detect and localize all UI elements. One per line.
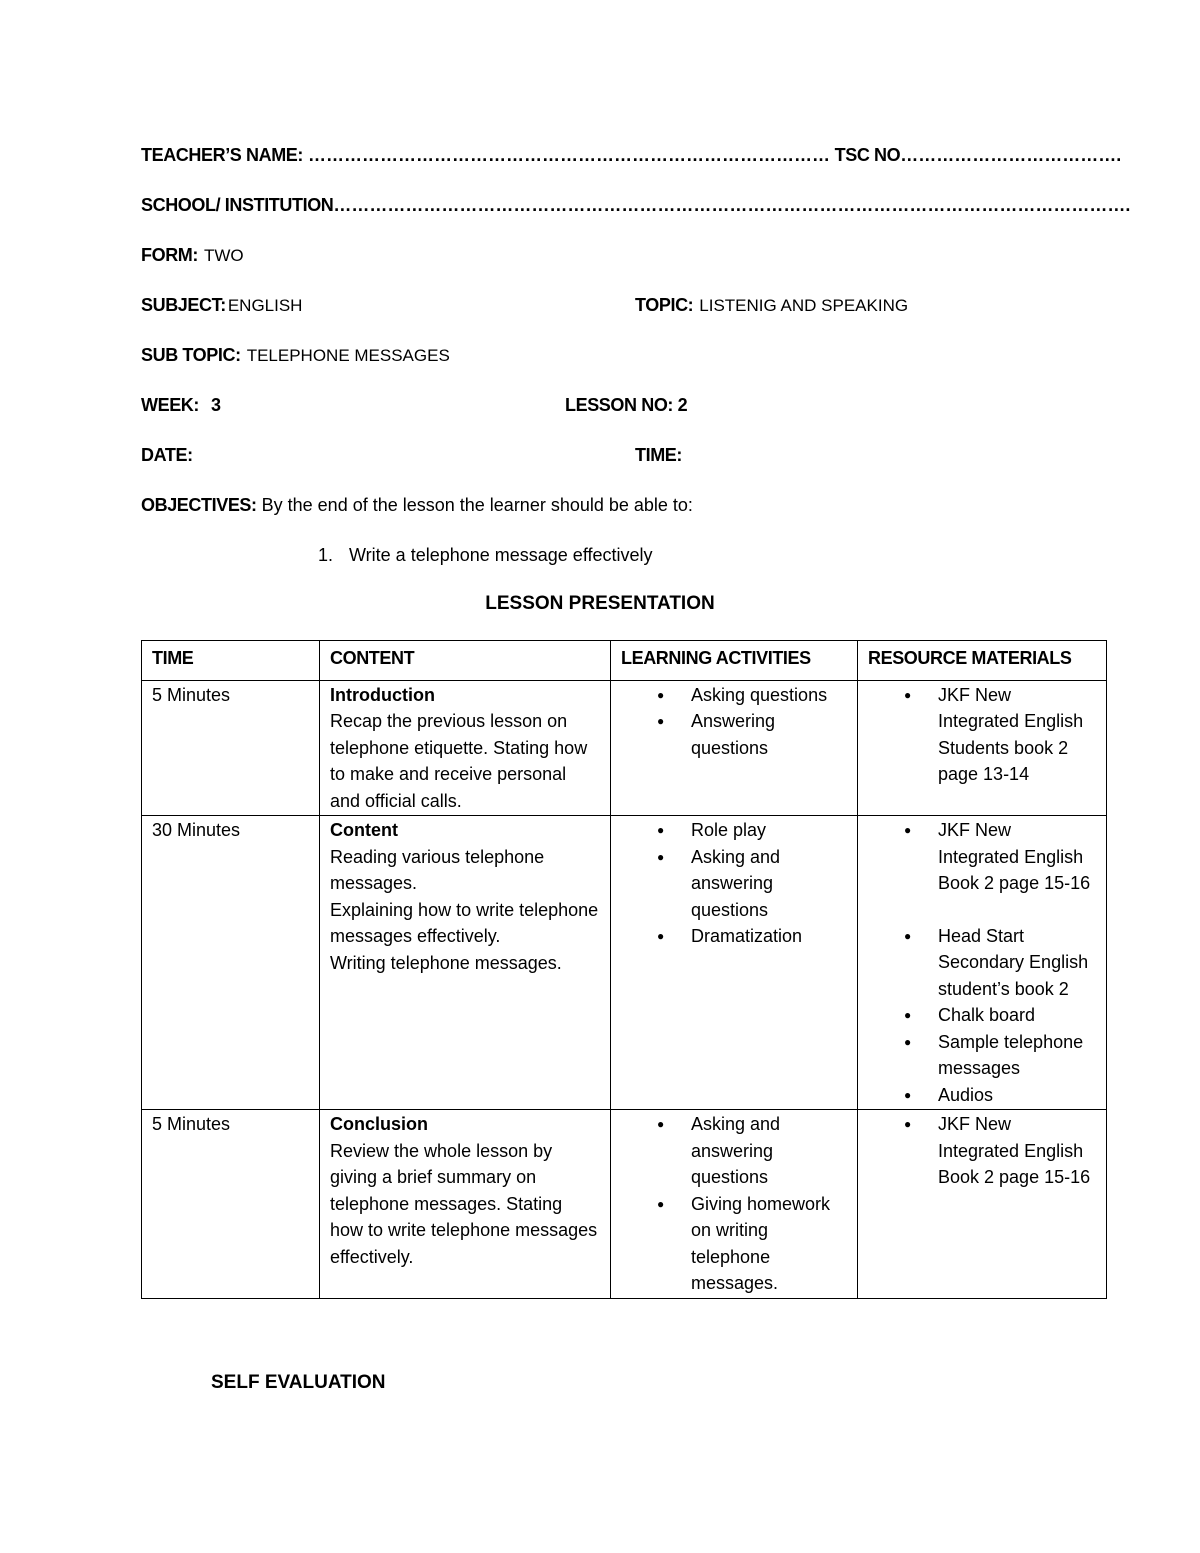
list-item: ● Audios — [868, 1082, 1096, 1109]
subject-value: ENGLISH — [227, 296, 303, 315]
table-header-row — [142, 641, 1107, 681]
subject-label: SUBJECT: — [141, 295, 226, 315]
objectives-label: OBJECTIVES: — [141, 495, 257, 515]
teacher-name-line — [141, 145, 1121, 166]
lesson-no-label: LESSON NO: 2 — [565, 395, 688, 415]
list-item: ● Sample telephone messages — [868, 1029, 1096, 1082]
objective-text: Write a telephone message effectively — [349, 545, 653, 565]
header-content: CONTENT — [320, 641, 611, 681]
content-title: Content — [330, 820, 398, 840]
subtopic-value: TELEPHONE MESSAGES — [246, 346, 450, 365]
header-resources: RESOURCE MATERIALS — [858, 641, 1107, 681]
date-line — [141, 445, 193, 466]
list-item: ● Asking and answering questions — [621, 1111, 847, 1191]
resources-cell — [858, 680, 1107, 816]
week-value: 3 — [211, 395, 221, 415]
school-line — [141, 195, 1130, 216]
lesson-table — [141, 640, 1107, 1299]
form-value: TWO — [203, 246, 244, 265]
content-line: Writing telephone messages. — [330, 952, 562, 973]
table-row — [142, 680, 1107, 816]
list-item: ● JKF New Integrated English Students book 2 page 13-14 — [868, 682, 1096, 788]
header-activities: LEARNING ACTIVITIES — [611, 641, 858, 681]
content-text: Review the whole lesson by giving a brief summary on telephone messages. Stating how to write telephone messages effectively. — [330, 1140, 598, 1267]
form-line — [141, 245, 244, 266]
activities-list — [621, 1111, 847, 1297]
objectives-text: By the end of the lesson the learner should be able to: — [261, 495, 693, 515]
list-item: ● Asking questions — [621, 682, 847, 709]
topic-line — [635, 295, 908, 316]
content-title: Conclusion — [330, 1114, 428, 1134]
time-label: TIME: — [635, 445, 682, 465]
list-item: ● Head Start Secondary English student’s book 2 — [868, 923, 1096, 1003]
subject-line — [141, 295, 302, 316]
time-cell: 5 Minutes — [142, 680, 320, 816]
activities-list — [621, 682, 847, 762]
list-item: ● JKF New Integrated English Book 2 page 15-16 — [868, 817, 1096, 897]
resources-list — [868, 682, 1096, 788]
subtopic-label: SUB TOPIC: — [141, 345, 241, 365]
list-item: ● Giving homework on writing telephone messages. — [621, 1191, 847, 1297]
header-time: TIME — [142, 641, 320, 681]
self-evaluation-heading: SELF EVALUATION — [211, 1372, 386, 1393]
list-item: ● JKF New Integrated English Book 2 page 15-16 — [868, 1111, 1096, 1191]
content-title: Introduction — [330, 684, 435, 705]
objectives-line — [141, 495, 693, 516]
list-item: ● Role play — [621, 817, 847, 844]
week-label: WEEK: — [141, 395, 199, 415]
teacher-name-dots: …………………………………………………………………………… — [303, 145, 831, 165]
form-label: FORM: — [141, 245, 198, 265]
table-row — [142, 816, 1107, 1110]
tsc-no-dots: ………………………………. — [900, 145, 1122, 165]
content-cell — [320, 680, 611, 816]
activities-cell — [611, 816, 858, 1110]
content-line: Explaining how to write telephone messages effectively. — [330, 899, 599, 946]
objective-item — [318, 545, 653, 566]
content-line: Reading various telephone messages. — [330, 846, 545, 893]
teacher-name-label: TEACHER’S NAME: — [141, 145, 304, 165]
content-text: Recap the previous lesson on telephone etiquette. Stating how to make and receive personal and official calls. — [330, 711, 588, 811]
resources-cell — [858, 1110, 1107, 1299]
lesson-no-line — [565, 395, 687, 416]
topic-value: LISTENIG AND SPEAKING — [699, 296, 909, 315]
list-item: ● Chalk board — [868, 1002, 1096, 1029]
activities-cell — [611, 1110, 858, 1299]
time-cell: 5 Minutes — [142, 1110, 320, 1299]
topic-label: TOPIC: — [635, 295, 694, 315]
presentation-title: LESSON PRESENTATION — [485, 593, 715, 614]
activities-list — [621, 817, 847, 950]
content-cell — [320, 1110, 611, 1299]
activities-cell — [611, 680, 858, 816]
resources-list — [868, 1111, 1096, 1191]
week-line — [141, 395, 221, 416]
list-item: ● Dramatization — [621, 923, 847, 950]
school-label: SCHOOL/ INSTITUTION — [141, 195, 334, 215]
resources-list — [868, 817, 1096, 1108]
content-cell — [320, 816, 611, 1110]
time-cell: 30 Minutes — [142, 816, 320, 1110]
list-item: ● Answering questions — [621, 708, 847, 761]
subtopic-line — [141, 345, 450, 366]
resources-cell — [858, 816, 1107, 1110]
objective-number: 1. — [318, 545, 334, 565]
time-line — [635, 445, 682, 466]
tsc-no-label: TSC NO — [830, 145, 901, 165]
table-row — [142, 1110, 1107, 1299]
list-item: ● Asking and answering questions — [621, 844, 847, 924]
school-dots: ……………………………………………………………………………………………………………………. — [333, 195, 1131, 215]
date-label: DATE: — [141, 445, 193, 465]
